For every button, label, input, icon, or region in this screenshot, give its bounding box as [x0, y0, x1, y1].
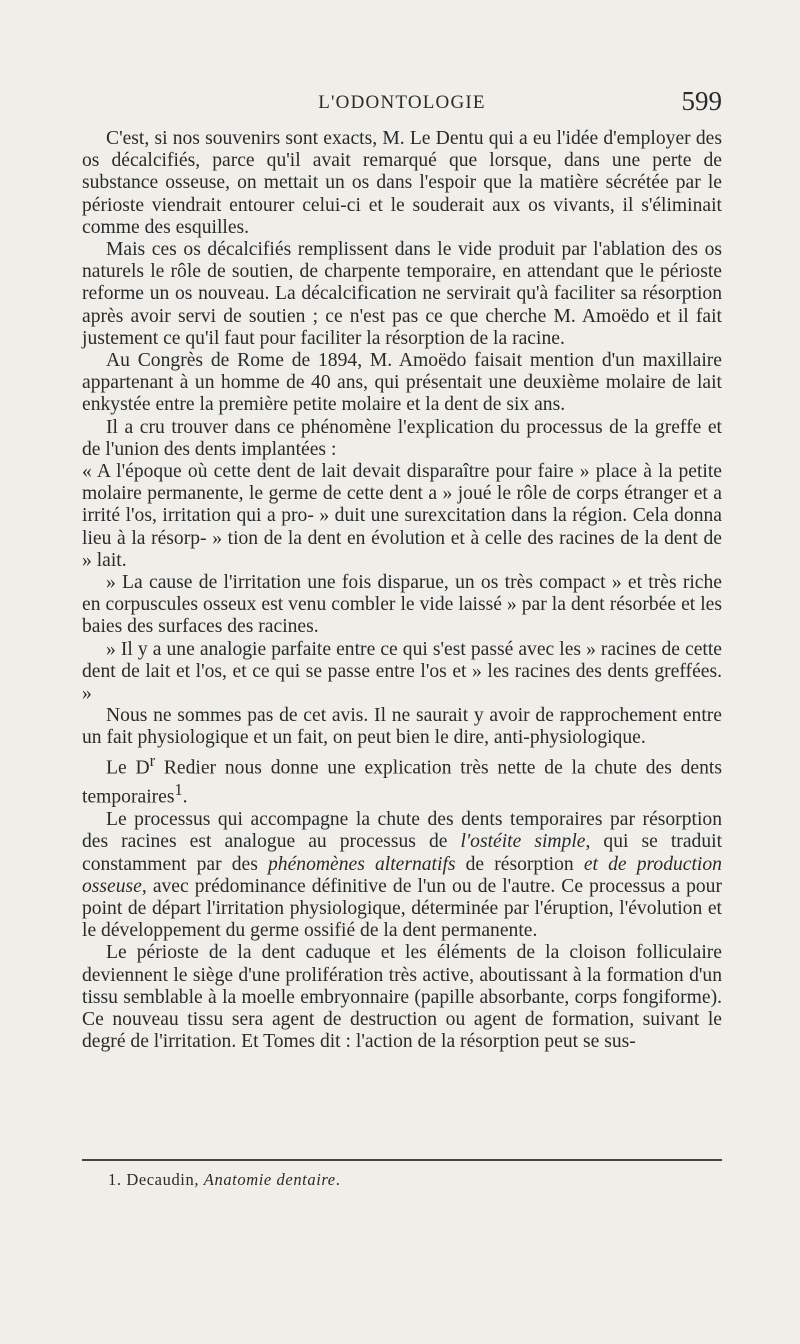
- paragraph: Mais ces os décalcifiés remplissent dans le vide produit par l'ablation des os naturels le rôle de soutien, de charpente temporaire, en attendant que le périoste reforme un os nouveau. La décalcification ne servirait qu'à faciliter sa résorption après avoir servi de soutien ; ce n'est pas ce que cherche M. Amoëdo et il fait justement ce qu'il faut pour faciliter la résorption de la racine.: [82, 239, 722, 349]
- paragraph: C'est, si nos souvenirs sont exacts, M. Le Dentu qui a eu l'idée d'employer des os décalcifiés, parce qu'il avait remarqué que lorsque, dans une perte de substance osseuse, on mettait un os dans l'espoir que la matière sécrétée par le périoste viendrait entourer celui-ci et le souderait aux os vivants, il s'éliminait comme des esquilles.: [82, 128, 722, 238]
- text-run: de résorption: [455, 853, 584, 875]
- footnote: [108, 1170, 340, 1190]
- text-run: Redier nous donne une explication très nette de la chute des dents temporaires: [82, 757, 722, 808]
- text-run: , avec prédominance définitive de l'un ou de l'autre. Ce processus a pour point de départ l'irritation physiologique, déterminée par l'éruption, l'évolution et le développement du germe ossifié de la dent permanente.: [82, 875, 722, 942]
- footnote-title: Anatomie dentaire: [203, 1170, 336, 1189]
- italic-term: l'ostéite simple: [460, 831, 586, 853]
- italic-term: phénomènes alternatifs: [267, 853, 456, 875]
- page-header: [82, 86, 722, 122]
- superscript: r: [149, 750, 156, 770]
- paragraph: [82, 750, 722, 809]
- footnote-reference: 1: [174, 780, 183, 800]
- body-text: [82, 128, 722, 1053]
- text-run: , qui se traduit constamment par des: [82, 831, 723, 875]
- footnote-author: Decaudin,: [126, 1170, 204, 1189]
- paragraph: [82, 809, 722, 942]
- page-number: 599: [681, 86, 722, 116]
- footnote-end: .: [335, 1170, 341, 1189]
- paragraph: Nous ne sommes pas de cet avis. Il ne saurait y avoir de rapprochement entre un fait physiologique et un fait, on peut bien le dire, anti-physiologique.: [82, 705, 722, 749]
- footnote-rule: [82, 1159, 722, 1161]
- quotation-paragraph: » Il y a une analogie parfaite entre ce qui s'est passé avec les » racines de cette dent de lait et l'os, et ce qui se passe entre l'os et » les racines des dents greffées. »: [82, 638, 722, 705]
- paragraph: Le périoste de la dent caduque et les éléments de la cloison folliculaire deviennent le siège d'une prolifération très active, aboutissant à la formation d'un tissu semblable à la moelle embryonnaire (papille absorbante, corps fongiforme). Ce nouveau tissu sera agent de destruction ou agent de formation, suivant le degré de l'irritation. Et Tomes dit : l'action de la résorption peut se sus-: [82, 942, 722, 1053]
- text-run: Le processus qui accompagne la chute des dents temporaires par résorption des racines est analogue au processus de: [82, 809, 722, 853]
- text-run: .: [182, 786, 188, 808]
- footnote-number: 1.: [108, 1170, 122, 1189]
- paragraph: Au Congrès de Rome de 1894, M. Amoëdo faisait mention d'un maxillaire appartenant à un homme de 40 ans, qui présentait une deuxième molaire de lait enkystée entre la première petite molaire et la dent de six ans.: [82, 350, 722, 416]
- quotation-paragraph: « A l'époque où cette dent de lait devait disparaître pour faire » place à la petite molaire permanente, le germe de cette dent a » joué le rôle de corps étranger et a irrité l'os, irritation qui a pro- » duit une surexcitation dans la région. Cela donna lieu à la résorp- » tion de la dent en évolution et à celle des racines de la dent de » lait.: [82, 461, 722, 571]
- text-run: Le D: [106, 757, 150, 779]
- paragraph: Il a cru trouver dans ce phénomène l'explication du processus de la greffe et de l'union des dents implantées :: [82, 416, 722, 460]
- quotation-paragraph: » La cause de l'irritation une fois disparue, un os très compact » et très riche en corpuscules osseux est venu combler le vide laissé » par la dent résorbée et les baies des surfaces des racines.: [82, 572, 722, 638]
- running-head: L'ODONTOLOGIE: [318, 92, 486, 113]
- italic-term: et de production osseuse: [82, 853, 722, 897]
